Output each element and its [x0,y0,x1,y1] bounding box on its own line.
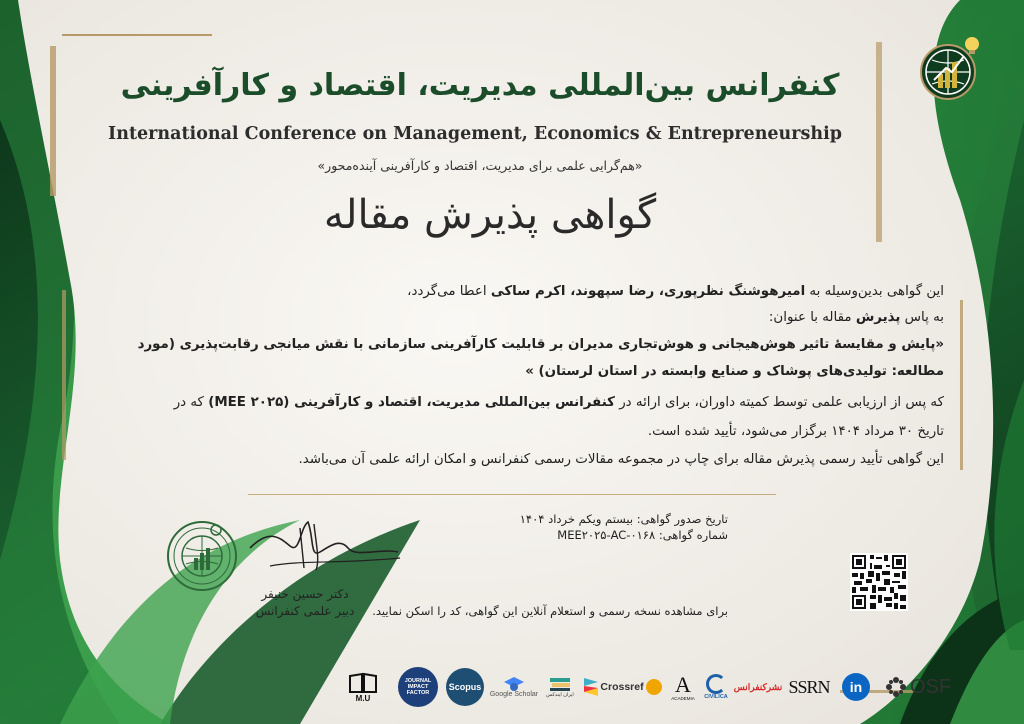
qr-code-icon[interactable] [850,553,908,611]
civilica-icon [706,674,726,694]
crossref-label: Crossref [600,681,644,693]
paper-title-line-1: «پایش و مقایسهٔ تاثیر هوش‌هیجانی و هوش‌تجاری مدیران بر قابلیت کارآفرینی سازمانی با نقش میانجی رقابت‌پذیری (مورد [137,337,944,352]
ssrn-logo [784,664,834,710]
nashrieh-logo [733,664,783,710]
conference-subtitle: «هم‌گرایی علمی برای مدیریت، اقتصاد و کارآفرینی آینده‌محور» [317,158,643,173]
signature-icon [230,508,410,588]
certificate-title: گواهی پذیرش مقاله [323,192,657,238]
ssrn-label: SSRN [788,676,830,697]
review-suffix: که در [173,395,209,410]
recipients-suffix: اعطا می‌گردد، [407,284,491,299]
graduation-cap-icon [504,677,524,691]
osf-icon [885,676,907,698]
acceptance-word: پذیرش [855,310,901,325]
google-scholar-logo [488,664,540,710]
issue-date: تاریخ صدور گواهی: بیستم ویکم خرداد ۱۴۰۴ [519,512,728,526]
ir-index-logo [542,664,578,710]
book-icon [348,672,378,694]
academia-logo [668,664,698,710]
academia-label: ACADEMIA [671,695,695,701]
scan-instruction: برای مشاهده نسخه رسمی و استعلام آنلاین این گواهی، کد را اسکن نمایید. [372,604,728,618]
signer-name: دکتر حسین خنیفر [261,587,349,601]
civilica-label: CIVILICA [704,694,728,700]
review-prefix: که پس از ارزیابی علمی توسط کمیته داوران، برای ارائه در [614,395,944,410]
footer-divider [248,494,776,495]
osf-logo [878,664,958,710]
mu-label: M.U [355,693,371,703]
body-line-recipients [407,284,944,299]
body-line-acceptance [769,310,944,325]
nashrieh-label: نشرکنفرانس [733,681,783,692]
linkedin-logo [840,664,872,710]
linkedin-label: in [842,673,870,701]
scopus-label: Scopus [446,668,484,706]
academia-letter-icon: A [675,671,691,697]
civilica-logo [698,664,734,710]
paper-title-line-2: مطالعه: تولیدی‌های پوشاک و صنایع وابسته در استان لرستان) » [525,364,944,379]
osf-label: OSF [909,675,952,698]
ir-index-label: ایران ایندکس [546,692,574,698]
recipients-prefix: این گواهی بدین‌وسیله به [805,284,944,299]
body-line-date: تاریخ ۳۰ مرداد ۱۴۰۴ برگزار می‌شود، تأیید شده است. [647,424,944,439]
journal-impact-label: JOURNAL IMPACT FACTOR [398,667,438,707]
journal-impact-logo [396,664,440,710]
conference-title-fa: کنفرانس بین‌المللی مدیریت، اقتصاد و کارآفرینی [120,68,840,103]
book-stack-icon [549,676,571,692]
conference-title-en: International Conference on Management, Economics & Entrepreneurship [108,124,842,144]
recipient-names: امیرهوشنگ نظرپوری، رضا سپهوند، اکرم ساکی [490,284,806,299]
doi-icon [646,679,662,695]
acceptance-suffix: مقاله با عنوان: [768,310,856,325]
scopus-logo [444,664,486,710]
acceptance-prefix: به پاس [900,310,944,325]
google-scholar-label: Google Scholar [489,690,539,698]
body-line-confirmation: این گواهی تأیید رسمی پذیرش مقاله برای چاپ در مجموعه مقالات رسمی کنفرانس و امکان ارائه علمی آن می‌باشد. [298,452,944,467]
indexing-logos [340,664,960,710]
crossref-icon [584,678,598,696]
mu-logo [340,664,386,710]
conference-logo-icon [912,30,988,106]
seal-icon [164,518,240,594]
crossref-logo [580,664,666,710]
body-line-review [174,395,944,410]
certificate-number: شماره گواهی: MEE۲۰۲۵-AC-۰۱۶۸ [557,528,728,542]
conference-name-bold: کنفرانس بین‌المللی مدیریت، اقتصاد و کارآفرینی (MEE ۲۰۲۵) [208,395,615,410]
signer-role: دبیر علمی کنفرانس [255,604,355,618]
